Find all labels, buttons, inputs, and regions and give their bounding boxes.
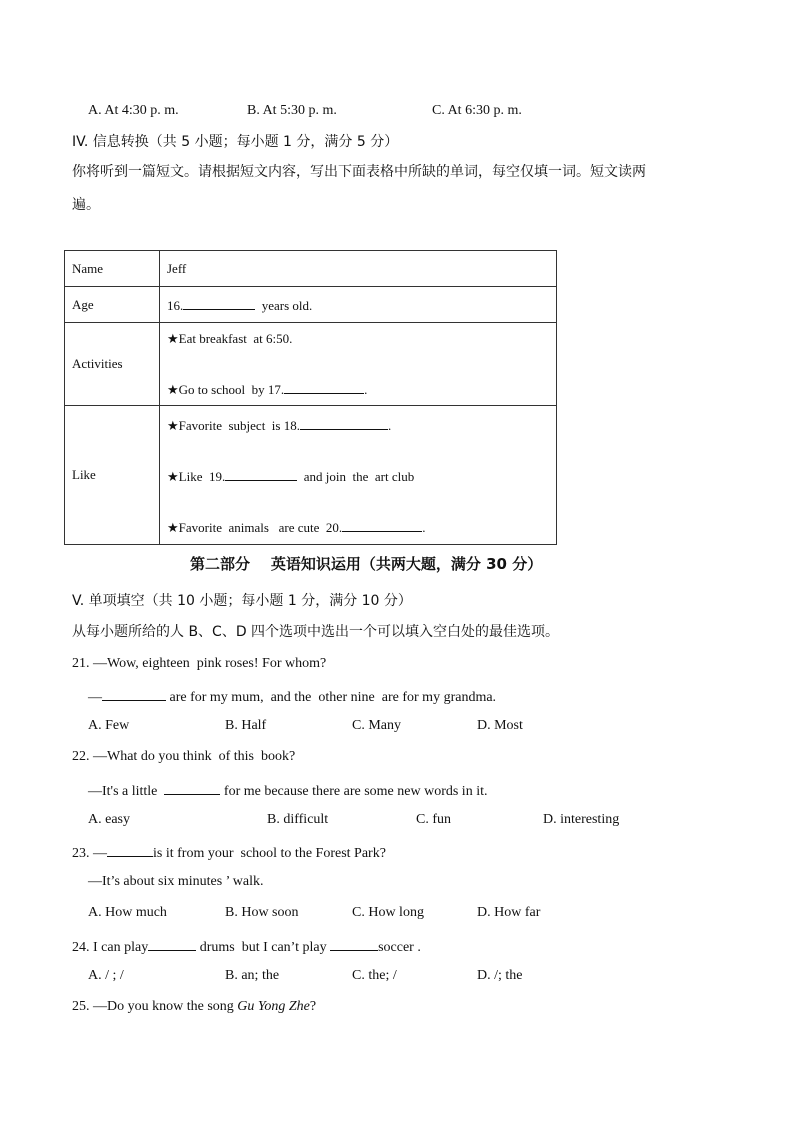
cell-text: 16. bbox=[167, 298, 184, 313]
info-table bbox=[64, 250, 557, 545]
option-b: B. an; the bbox=[225, 968, 280, 983]
option-a: A. easy bbox=[88, 812, 130, 827]
cell-line bbox=[167, 517, 549, 536]
option-d: D. interesting bbox=[543, 812, 620, 827]
cell-text: Go to school by 17. bbox=[178, 381, 285, 397]
section-heading: IV. 信息转换（共 5 小题；每小题 1 分，满分 5 分） bbox=[72, 134, 399, 150]
answer-blank bbox=[342, 517, 422, 532]
option-b: B. How soon bbox=[225, 905, 299, 920]
question-23-stem bbox=[72, 842, 386, 863]
table-row bbox=[65, 323, 557, 406]
question-22-line2 bbox=[88, 780, 487, 801]
table-cell bbox=[160, 323, 557, 406]
option-d: D. How far bbox=[477, 905, 541, 920]
cell-line bbox=[167, 466, 549, 485]
cell-text: Eat breakfast at 6:50. bbox=[178, 330, 293, 346]
section-instruction: 从每小题所给的人 B、C、D 四个选项中选出一个可以填入空白处的最佳选项。 bbox=[72, 624, 560, 640]
option-d: D. /; the bbox=[477, 968, 523, 983]
star-icon: ★ bbox=[167, 331, 179, 347]
table-label: Age bbox=[65, 287, 160, 323]
question-text: drums but I can’t play bbox=[196, 940, 331, 955]
table-cell bbox=[160, 406, 557, 545]
question-text: is it from your school to the Forest Park? bbox=[153, 846, 386, 861]
cell-text: years old. bbox=[261, 298, 313, 313]
table-label: Activities bbox=[65, 323, 160, 406]
table-row bbox=[65, 406, 557, 545]
answer-blank bbox=[330, 936, 378, 951]
question-22-stem: 22. —What do you think of this book? bbox=[72, 749, 296, 764]
table-label: Name bbox=[65, 251, 160, 287]
question-text: ? bbox=[309, 999, 317, 1014]
cell-line bbox=[167, 379, 549, 398]
cell-text: Favorite animals are cute 20. bbox=[178, 519, 343, 535]
answer-blank bbox=[300, 415, 388, 430]
table-label: Like bbox=[65, 406, 160, 545]
question-23-line2: —It’s about six minutes ’ walk. bbox=[88, 874, 264, 889]
option-c: C. How long bbox=[352, 905, 424, 920]
cell-text: . bbox=[422, 519, 426, 535]
answer-blank bbox=[148, 936, 196, 951]
option-a: A. / ; / bbox=[88, 968, 124, 983]
answer-blank bbox=[107, 842, 153, 857]
option-a: A. Few bbox=[88, 718, 130, 733]
star-icon: ★ bbox=[167, 520, 179, 536]
question-text: —It's a little bbox=[88, 784, 165, 799]
cell-text: and join the art club bbox=[303, 468, 415, 484]
answer-blank bbox=[102, 686, 166, 701]
answer-blank bbox=[284, 379, 364, 394]
song-title: Gu Yong Zhe bbox=[237, 999, 310, 1014]
part-title: 第二部分 英语知识运用（共两大题，满分 30 分） bbox=[190, 555, 543, 573]
question-text: soccer . bbox=[378, 940, 421, 955]
question-text: 25. —Do you know the song bbox=[72, 999, 238, 1014]
answer-blank bbox=[164, 780, 220, 795]
cell-line bbox=[167, 331, 549, 347]
question-21-line2 bbox=[88, 686, 496, 707]
option-c: C. Many bbox=[352, 718, 401, 733]
question-text: — bbox=[88, 690, 102, 705]
answer-blank bbox=[225, 466, 297, 481]
cell-text: . bbox=[364, 381, 368, 397]
table-cell: Jeff bbox=[160, 251, 557, 287]
cell-text: . bbox=[387, 417, 392, 433]
answer-blank bbox=[183, 295, 255, 310]
question-text: 23. — bbox=[72, 846, 107, 861]
question-text: for me because there are some new words in it. bbox=[220, 784, 488, 799]
question-24-stem bbox=[72, 936, 421, 957]
question-text: 24. I can play bbox=[72, 940, 149, 955]
question-25-stem bbox=[72, 998, 316, 1016]
option-c: C. fun bbox=[416, 812, 451, 827]
option-b: B. Half bbox=[225, 718, 267, 733]
table-cell bbox=[160, 287, 557, 323]
star-icon: ★ bbox=[167, 469, 179, 485]
table-row bbox=[65, 287, 557, 323]
option-c: C. the; / bbox=[352, 968, 397, 983]
cell-line bbox=[167, 415, 549, 434]
option-c: C. At 6:30 p. m. bbox=[432, 103, 522, 118]
table-row bbox=[65, 251, 557, 287]
cell-text: Like 19. bbox=[178, 468, 226, 484]
question-21-stem: 21. —Wow, eighteen pink roses! For whom? bbox=[72, 656, 327, 671]
question-text: are for my mum, and the other nine are for my grandma. bbox=[166, 690, 497, 705]
option-d: D. Most bbox=[477, 718, 523, 733]
star-icon: ★ bbox=[167, 382, 179, 398]
option-b: B. At 5:30 p. m. bbox=[247, 103, 337, 118]
star-icon: ★ bbox=[167, 418, 179, 434]
section-instruction: 你将听到一篇短文。请根据短文内容，写出下面表格中所缺的单词，每空仅填一词。短文读两 bbox=[72, 164, 646, 180]
section-instruction-cont: 遍。 bbox=[72, 197, 100, 213]
option-b: B. difficult bbox=[267, 812, 329, 827]
section-heading: V. 单项填空（共 10 小题；每小题 1 分，满分 10 分） bbox=[72, 593, 412, 609]
option-a: A. At 4:30 p. m. bbox=[88, 103, 179, 118]
option-a: A. How much bbox=[88, 905, 167, 920]
cell-text: Favorite subject is 18. bbox=[178, 417, 300, 433]
